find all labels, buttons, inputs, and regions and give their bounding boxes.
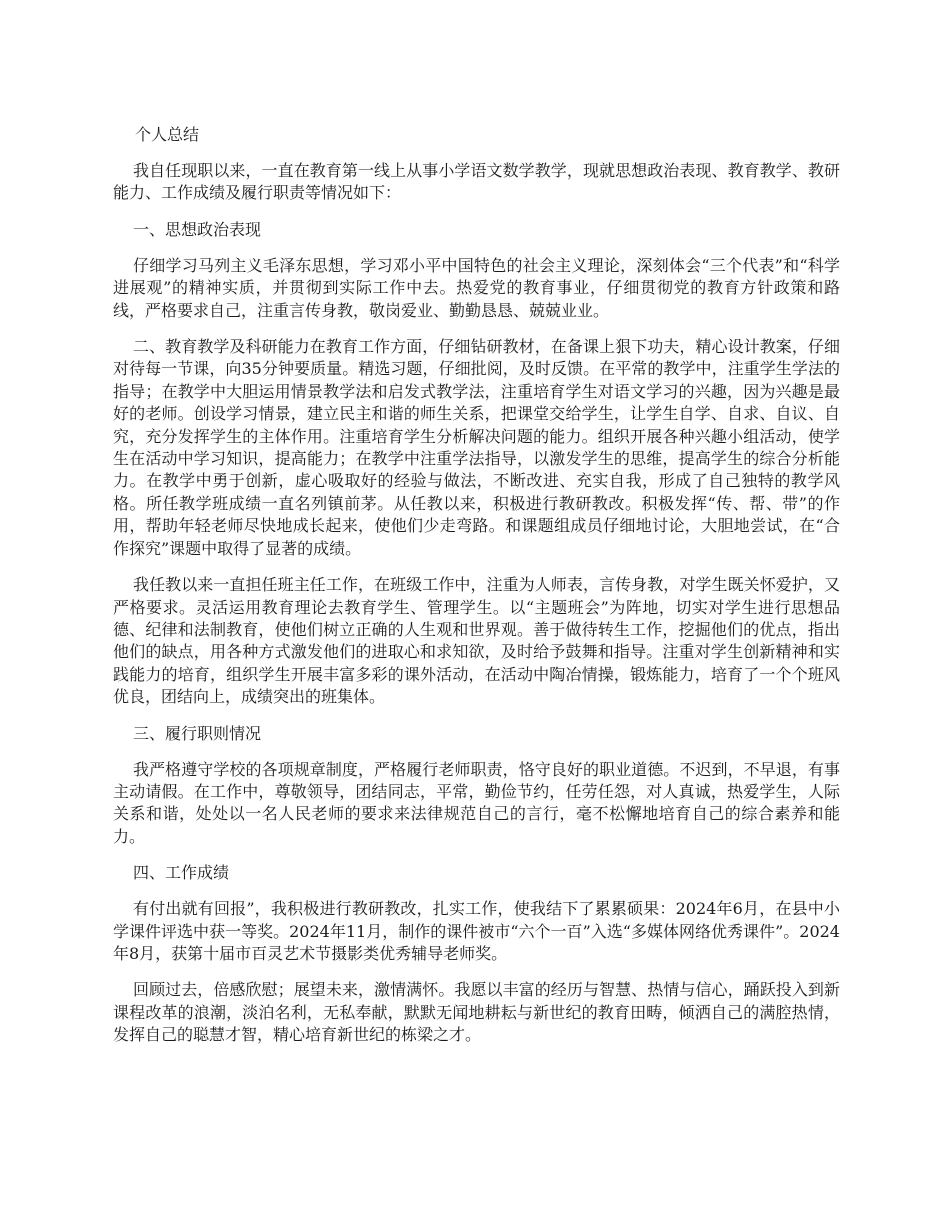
class-teacher-paragraph: 我任教以来一直担任班主任工作，在班级工作中，注重为人师表，言传身教，对学生既关怀爱护，又严格要求。灵活运用教育理论去教育学生、管理学生。以“主题班会”为阵地，切实对学生进行思想品德、纪律和法制教育，使他们树立正确的人生观和世界观。善于做待转生工作，挖掘他们的优点，指出他们的缺点，用各种方式激发他们的进取心和求知欲，及时给予鼓舞和指导。注重对学生创新精神和实践能力的培育，组织学生开展丰富多彩的课外活动，在活动中陶冶情操，锻炼能力，培育了一个个班风优良，团结向上，成绩突出的班集体。 xyxy=(113,575,840,707)
intro-paragraph: 我自任现职以来，一直在教育第一线上从事小学语文数学教学，现就思想政治表现、教育教学、教研能力、工作成绩及履行职责等情况如下： xyxy=(113,161,840,203)
section-heading-duties: 三、履行职则情况 xyxy=(133,723,262,743)
teaching-research-paragraph: 二、教育教学及科研能力在教育工作方面，仔细钻研教材，在备课上狠下功夫，精心设计教案，仔细对待每一节课，向35分钟要质量。精选习题，仔细批阅，及时反馈。在平常的教学中，注重学生学法的指导；在教学中大胆运用情景教学法和启发式教学法，注重培育学生对语文学习的兴趣，因为兴趣是最好的老师。创设学习情景，建立民主和谐的师生关系，把课堂交给学生，让学生自学、自求、自议、自究，充分发挥学生的主体作用。注重培育学生分析解决问题的能力。组织开展各种兴趣小组活动，使学生在活动中学习知识，提高能力；在教学中注重学法指导，以激发学生的思维，提高学生的综合分析能力。在教学中勇于创新，虚心吸取好的经验与做法，不断改进、充实自我，形成了自己独特的教学风格。所任教学班成绩一直名列镇前茅。从任教以来，积极进行教研教改。积极发挥“传、帮、带”的作用，帮助年轻老师尽快地成长起来，使他们少走弯路。和课题组成员仔细地讨论，大胆地尝试，在“合作探究”课题中取得了显著的成绩。 xyxy=(113,337,840,558)
achievements-paragraph: 有付出就有回报”，我积极进行教研教改，扎实工作，使我结下了累累硕果：2024年6月，在县中小学课件评选中获一等奖。2024年11月，制作的课件被市“六个一百”入选“多媒体网络优秀课件”。2024年8月，获第十届市百灵艺术节摄影类优秀辅导老师奖。 xyxy=(113,899,840,963)
section-heading-political: 一、思想政治表现 xyxy=(133,219,262,239)
duties-paragraph: 我严格遵守学校的各项规章制度，严格履行老师职责，恪守良好的职业道德。不迟到，不早退，有事主动请假。在工作中，尊敬领导，团结同志，平常，勤俭节约，任劳任怨，对人真诚，热爱学生，人际关系和谐，处处以一名人民老师的要求来法律规范自己的言行，毫不松懈地培育自己的综合素养和能力。 xyxy=(113,759,840,846)
section-heading-achievements: 四、工作成绩 xyxy=(133,863,230,883)
political-paragraph: 仔细学习马列主义毛泽东思想，学习邓小平中国特色的社会主义理论，深刻体会“三个代表”和“科学进展观”的精神实质，并贯彻到实际工作中去。热爱党的教育事业，仔细贯彻党的教育方针政策和路线，严格要求自己，注重言传身教，敬岗爱业、勤勤恳恳、兢兢业业。 xyxy=(113,255,840,320)
document-page xyxy=(113,124,840,1061)
outlook-paragraph: 回顾过去，倍感欣慰；展望未来，激情满怀。我愿以丰富的经历与智慧、热情与信心，踊跃投入到新课程改革的浪潮，淡泊名利，无私奉献，默默无闻地耕耘与新世纪的教育田畴，倾洒自己的满腔热情，发挥自己的聪慧才智，精心培育新世纪的栋梁之才。 xyxy=(113,980,840,1045)
document-title: 个人总结 xyxy=(135,125,200,144)
